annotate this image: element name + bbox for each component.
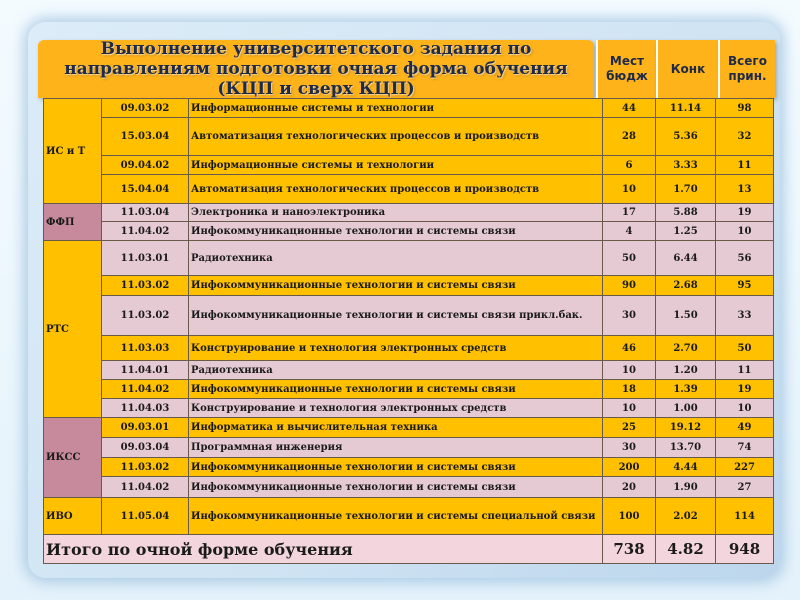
row-name: Радиотехника xyxy=(189,241,603,276)
row-total: 32 xyxy=(716,118,774,156)
row-name: Программная инженерия xyxy=(189,438,603,458)
totals-row xyxy=(44,535,774,564)
row-total: 56 xyxy=(716,241,774,276)
row-total: 227 xyxy=(716,458,774,477)
row-name: Конструирование и технология электронных средств xyxy=(189,399,603,418)
row-contest: 11.14 xyxy=(656,99,716,118)
row-budget: 10 xyxy=(603,361,656,380)
totals-contest: 4.82 xyxy=(656,535,716,564)
row-code: 15.04.04 xyxy=(102,175,189,204)
group-label-ffp: ФФП xyxy=(44,204,102,241)
table-row xyxy=(44,118,774,156)
row-contest: 1.50 xyxy=(656,296,716,336)
page-title: Выполнение университетского задания по направлениям подготовки очная форма обучения (КЦП и сверх КЦП) xyxy=(64,39,568,99)
row-contest: 1.20 xyxy=(656,361,716,380)
table-row xyxy=(44,418,774,438)
row-total: 10 xyxy=(716,222,774,241)
row-name: Радиотехника xyxy=(189,361,603,380)
row-name: Информатика и вычислительная техника xyxy=(189,418,603,438)
group-label-rts: РТС xyxy=(44,241,102,418)
table-row xyxy=(44,438,774,458)
row-code: 11.04.01 xyxy=(102,361,189,380)
row-code: 11.04.02 xyxy=(102,222,189,241)
row-code: 09.03.04 xyxy=(102,438,189,458)
row-contest: 6.44 xyxy=(656,241,716,276)
row-contest: 1.00 xyxy=(656,399,716,418)
row-budget: 28 xyxy=(603,118,656,156)
table-row xyxy=(44,361,774,380)
row-budget: 30 xyxy=(603,296,656,336)
row-name: Инфокоммуникационные технологии и системы связи xyxy=(189,380,603,399)
table-row xyxy=(44,241,774,276)
row-budget: 44 xyxy=(603,99,656,118)
row-code: 09.03.01 xyxy=(102,418,189,438)
row-name: Конструирование и технология электронных средств xyxy=(189,336,603,361)
row-budget: 10 xyxy=(603,399,656,418)
row-contest: 13.70 xyxy=(656,438,716,458)
totals-total: 948 xyxy=(716,535,774,564)
totals-label: Итого по очной форме обучения xyxy=(44,535,603,564)
row-code: 11.03.02 xyxy=(102,458,189,477)
row-contest: 3.33 xyxy=(656,156,716,175)
row-total: 13 xyxy=(716,175,774,204)
row-code: 11.03.01 xyxy=(102,241,189,276)
row-name: Информационные системы и технологии xyxy=(189,99,603,118)
row-budget: 20 xyxy=(603,477,656,498)
row-contest: 5.36 xyxy=(656,118,716,156)
row-name: Инфокоммуникационные технологии и системы связи xyxy=(189,222,603,241)
row-total: 114 xyxy=(716,498,774,535)
row-budget: 10 xyxy=(603,175,656,204)
row-total: 11 xyxy=(716,156,774,175)
row-contest: 5.88 xyxy=(656,204,716,222)
row-total: 27 xyxy=(716,477,774,498)
row-name: Инфокоммуникационные технологии и системы связи xyxy=(189,458,603,477)
row-code: 11.04.02 xyxy=(102,380,189,399)
row-budget: 18 xyxy=(603,380,656,399)
row-total: 11 xyxy=(716,361,774,380)
row-code: 09.03.02 xyxy=(102,99,189,118)
row-budget: 50 xyxy=(603,241,656,276)
table-row xyxy=(44,477,774,498)
table-row xyxy=(44,296,774,336)
table-row xyxy=(44,156,774,175)
row-contest: 2.02 xyxy=(656,498,716,535)
row-code: 11.05.04 xyxy=(102,498,189,535)
row-total: 50 xyxy=(716,336,774,361)
row-code: 11.03.02 xyxy=(102,296,189,336)
row-contest: 4.44 xyxy=(656,458,716,477)
table-row xyxy=(44,175,774,204)
header-contest: Конк xyxy=(656,40,718,98)
row-code: 11.03.04 xyxy=(102,204,189,222)
row-total: 33 xyxy=(716,296,774,336)
header-budget: Мест бюдж xyxy=(596,40,656,98)
table-row xyxy=(44,99,774,118)
row-contest: 1.39 xyxy=(656,380,716,399)
row-code: 11.04.02 xyxy=(102,477,189,498)
row-code: 11.03.02 xyxy=(102,276,189,296)
table-row xyxy=(44,458,774,477)
row-total: 74 xyxy=(716,438,774,458)
row-budget: 25 xyxy=(603,418,656,438)
row-name: Автоматизация технологических процессов и производств xyxy=(189,175,603,204)
title-banner xyxy=(38,40,594,98)
row-name: Информационные системы и технологии xyxy=(189,156,603,175)
row-code: 11.03.03 xyxy=(102,336,189,361)
group-label-ikss: ИКСС xyxy=(44,418,102,498)
row-contest: 1.25 xyxy=(656,222,716,241)
group-label-ist: ИС и Т xyxy=(44,99,102,204)
table-row xyxy=(44,399,774,418)
row-budget: 6 xyxy=(603,156,656,175)
admission-table xyxy=(43,98,774,564)
row-total: 10 xyxy=(716,399,774,418)
row-code: 11.04.03 xyxy=(102,399,189,418)
table-row xyxy=(44,276,774,296)
totals-budget: 738 xyxy=(603,535,656,564)
row-code: 15.03.04 xyxy=(102,118,189,156)
table-row xyxy=(44,380,774,399)
row-name: Инфокоммуникационные технологии и системы связи xyxy=(189,477,603,498)
row-budget: 17 xyxy=(603,204,656,222)
row-total: 19 xyxy=(716,204,774,222)
row-contest: 2.70 xyxy=(656,336,716,361)
row-contest: 1.90 xyxy=(656,477,716,498)
row-budget: 46 xyxy=(603,336,656,361)
row-contest: 1.70 xyxy=(656,175,716,204)
header-total: Всего прин. xyxy=(718,40,775,98)
table-row xyxy=(44,222,774,241)
row-budget: 100 xyxy=(603,498,656,535)
row-name: Инфокоммуникационные технологии и системы специальной связи xyxy=(189,498,603,535)
row-name: Автоматизация технологических процессов и производств xyxy=(189,118,603,156)
row-contest: 19.12 xyxy=(656,418,716,438)
row-code: 09.04.02 xyxy=(102,156,189,175)
row-name: Электроника и наноэлектроника xyxy=(189,204,603,222)
row-name: Инфокоммуникационные технологии и системы связи xyxy=(189,276,603,296)
row-name: Инфокоммуникационные технологии и системы связи прикл.бак. xyxy=(189,296,603,336)
row-budget: 200 xyxy=(603,458,656,477)
row-total: 49 xyxy=(716,418,774,438)
row-budget: 4 xyxy=(603,222,656,241)
row-budget: 30 xyxy=(603,438,656,458)
table-row xyxy=(44,204,774,222)
row-total: 98 xyxy=(716,99,774,118)
row-budget: 90 xyxy=(603,276,656,296)
group-label-ivo: ИВО xyxy=(44,498,102,535)
table-row xyxy=(44,498,774,535)
table-row xyxy=(44,336,774,361)
row-total: 95 xyxy=(716,276,774,296)
row-total: 19 xyxy=(716,380,774,399)
row-contest: 2.68 xyxy=(656,276,716,296)
